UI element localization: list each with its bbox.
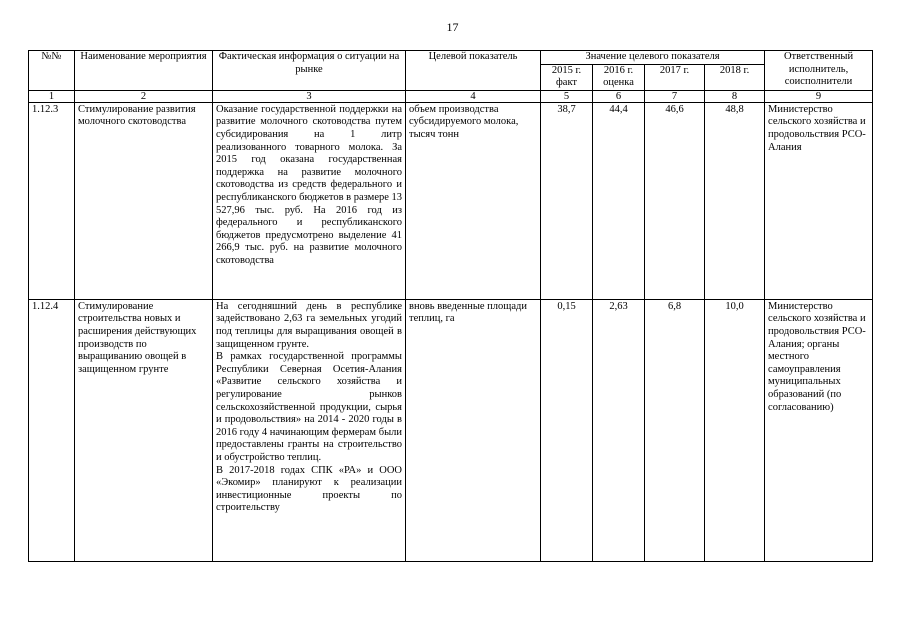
target-indicators-table [28,50,873,562]
header-year-2018: 2018 г. [705,64,765,90]
column-number: 2 [75,90,213,102]
value-2015: 0,15 [541,299,593,561]
value-2018: 48,8 [705,102,765,299]
header-measure-name: Наименование мероприятия [75,51,213,91]
column-number: 1 [29,90,75,102]
measure-name: Стимулирование развития молочного скотоводства [75,102,213,299]
value-2017: 6,8 [645,299,705,561]
value-2015: 38,7 [541,102,593,299]
market-info [213,299,406,561]
target-indicator: вновь введенные площади теплиц, га [406,299,541,561]
value-2016: 44,4 [593,102,645,299]
measure-name: Стимулирование строительства новых и расширения действующих производств по выращиванию овощей в защищенном грунте [75,299,213,561]
value-2017: 46,6 [645,102,705,299]
column-number: 4 [406,90,541,102]
market-info-paragraph: На сегодняшний день в республике задействовано 2,63 га земельных угодий под теплицы для выращивания овощей в защищенном грунте. [216,300,402,350]
table-row [29,299,873,561]
column-number: 5 [541,90,593,102]
responsible: Министерство сельского хозяйства и продовольствия РСО-Алания [765,102,873,299]
header-year-2017: 2017 г. [645,64,705,90]
column-number: 6 [593,90,645,102]
row-number: 1.12.4 [29,299,75,561]
row-number: 1.12.3 [29,102,75,299]
header-target-indicator: Целевой показатель [406,51,541,91]
value-2018: 10,0 [705,299,765,561]
market-info-paragraph: В 2017-2018 годах СПК «РА» и ООО «Экомир» планируют к реализации инвестиционные проекты по строительству [216,464,402,514]
market-info: Оказание государственной поддержки на развитие молочного скотоводства путем субсидирования на 1 литр реализованного товарного молока. За 2015 год оказана государственная поддержка на развитие молочного скотоводства из средств федерального и республиканского бюджетов в размере 13 527,96 тыс. руб. На 2016 год из федерального и республиканского бюджетов предусмотрено выделение 41 266,9 тыс. руб. на развитие молочного скотоводства [213,102,406,299]
header-year-2016: 2016 г. оценка [593,64,645,90]
column-number: 3 [213,90,406,102]
column-number-row [29,90,873,102]
target-indicator: объем производства субсидируемого молока, тысяч тонн [406,102,541,299]
header-number: №№ [29,51,75,91]
header-target-values: Значение целевого показателя [541,51,765,65]
header-market-info: Фактическая информация о ситуации на рынке [213,51,406,91]
page-number: 17 [446,20,459,34]
column-number: 7 [645,90,705,102]
header-year-2015: 2015 г. факт [541,64,593,90]
table-row [29,102,873,299]
header-responsible: Ответственный исполнитель, соисполнители [765,51,873,91]
responsible: Министерство сельского хозяйства и продовольствия РСО-Алания; органы местного самоуправления муниципальных образований (по согласованию) [765,299,873,561]
market-info-paragraph: В рамках государственной программы Республики Северная Осетия-Алания «Развитие сельского хозяйства и регулирование рынков сельскохозяйственной продукции, сырья и продовольствия» на 2014 - 2020 годы в 2016 году 4 начинающим фермерам были предоставлены гранты на строительство и обустройство теплиц. [216,351,402,463]
value-2016: 2,63 [593,299,645,561]
column-number: 9 [765,90,873,102]
column-number: 8 [705,90,765,102]
